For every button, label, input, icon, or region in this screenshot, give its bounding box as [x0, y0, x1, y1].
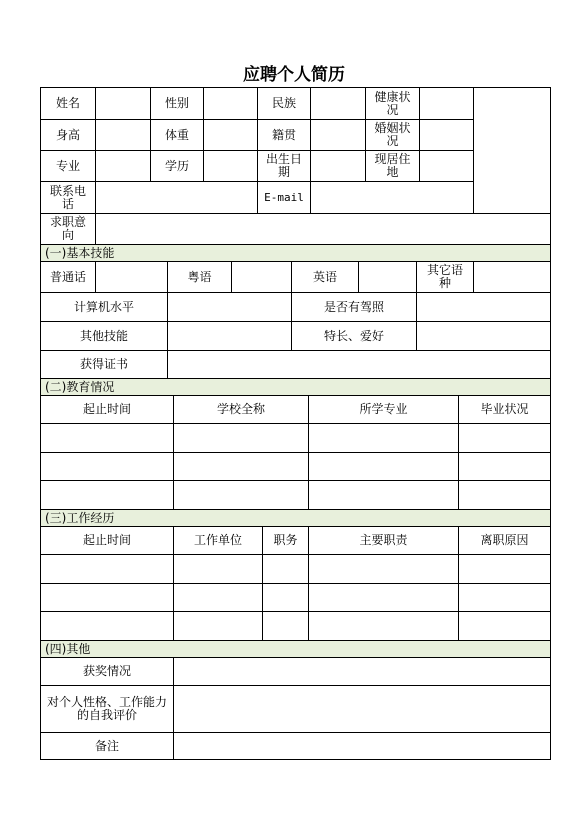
- edu-cell[interactable]: [41, 481, 174, 510]
- work-cell[interactable]: [459, 584, 550, 612]
- input-height[interactable]: [96, 120, 151, 151]
- label-height: 身高: [41, 120, 96, 151]
- work-cell[interactable]: [174, 612, 263, 641]
- section-education-header: (二)教育情况: [41, 379, 550, 396]
- input-name[interactable]: [96, 88, 151, 120]
- edu-cell[interactable]: [174, 424, 309, 453]
- label-cantonese: 粤语: [168, 262, 232, 293]
- label-mandarin: 普通话: [41, 262, 96, 293]
- input-computer[interactable]: [168, 293, 292, 322]
- work-cell[interactable]: [174, 584, 263, 612]
- edu-cell[interactable]: [459, 481, 550, 510]
- work-cell[interactable]: [263, 584, 309, 612]
- edu-cell[interactable]: [309, 481, 459, 510]
- work-cell[interactable]: [309, 612, 459, 641]
- input-remarks[interactable]: [174, 733, 550, 759]
- label-name: 姓名: [41, 88, 96, 120]
- work-cell[interactable]: [309, 584, 459, 612]
- work-cell[interactable]: [263, 612, 309, 641]
- edu-col-period: 起止时间: [41, 396, 174, 424]
- resume-form: [40, 87, 551, 760]
- label-english: 英语: [292, 262, 359, 293]
- edu-cell[interactable]: [174, 453, 309, 481]
- edu-cell[interactable]: [174, 481, 309, 510]
- label-health: 健康状况: [366, 88, 420, 120]
- input-other-language[interactable]: [474, 262, 550, 293]
- input-other-skills[interactable]: [168, 322, 292, 351]
- label-license: 是否有驾照: [292, 293, 417, 322]
- label-gender: 性别: [151, 88, 204, 120]
- input-awards[interactable]: [174, 658, 550, 686]
- input-job-intent[interactable]: [96, 214, 550, 245]
- work-col-duties: 主要职责: [309, 527, 459, 555]
- input-marital[interactable]: [420, 120, 474, 151]
- input-english[interactable]: [359, 262, 417, 293]
- input-certificates[interactable]: [168, 351, 550, 379]
- work-cell[interactable]: [174, 555, 263, 584]
- label-awards: 获奖情况: [41, 658, 174, 686]
- work-col-position: 职务: [263, 527, 309, 555]
- label-job-intent: 求职意向: [41, 214, 96, 245]
- label-certificates: 获得证书: [41, 351, 168, 379]
- input-specialty[interactable]: [417, 322, 550, 351]
- input-residence[interactable]: [420, 151, 474, 182]
- input-education[interactable]: [204, 151, 258, 182]
- section-skills-header: (一)基本技能: [41, 245, 550, 262]
- label-birthdate: 出生日期: [258, 151, 311, 182]
- input-self-evaluation[interactable]: [174, 686, 550, 733]
- photo-box[interactable]: [474, 88, 550, 214]
- input-contact[interactable]: [96, 182, 258, 214]
- label-origin: 籍贯: [258, 120, 311, 151]
- work-cell[interactable]: [309, 555, 459, 584]
- input-health[interactable]: [420, 88, 474, 120]
- label-remarks: 备注: [41, 733, 174, 759]
- input-license[interactable]: [417, 293, 550, 322]
- input-ethnicity[interactable]: [311, 88, 366, 120]
- edu-col-school: 学校全称: [174, 396, 309, 424]
- label-email: E-mail: [258, 182, 311, 214]
- section-other-header: (四)其他: [41, 641, 550, 658]
- label-education: 学历: [151, 151, 204, 182]
- edu-cell[interactable]: [459, 453, 550, 481]
- label-ethnicity: 民族: [258, 88, 311, 120]
- work-cell[interactable]: [41, 612, 174, 641]
- work-cell[interactable]: [263, 555, 309, 584]
- work-col-leave-reason: 离职原因: [459, 527, 550, 555]
- input-gender[interactable]: [204, 88, 258, 120]
- input-major[interactable]: [96, 151, 151, 182]
- label-major: 专业: [41, 151, 96, 182]
- edu-cell[interactable]: [459, 424, 550, 453]
- edu-cell[interactable]: [309, 424, 459, 453]
- edu-cell[interactable]: [41, 453, 174, 481]
- label-other-skills: 其他技能: [41, 322, 168, 351]
- edu-col-major: 所学专业: [309, 396, 459, 424]
- label-specialty: 特长、爱好: [292, 322, 417, 351]
- label-marital: 婚姻状况: [366, 120, 420, 151]
- input-cantonese[interactable]: [232, 262, 292, 293]
- label-self-evaluation: 对个人性格、工作能力的自我评价: [41, 686, 174, 733]
- work-col-employer: 工作单位: [174, 527, 263, 555]
- input-mandarin[interactable]: [96, 262, 168, 293]
- work-cell[interactable]: [459, 555, 550, 584]
- input-origin[interactable]: [311, 120, 366, 151]
- page-title: 应聘个人简历: [243, 65, 345, 85]
- edu-cell[interactable]: [309, 453, 459, 481]
- work-cell[interactable]: [41, 584, 174, 612]
- label-weight: 体重: [151, 120, 204, 151]
- work-cell[interactable]: [41, 555, 174, 584]
- label-other-language: 其它语种: [417, 262, 474, 293]
- edu-col-graduation: 毕业状况: [459, 396, 550, 424]
- work-cell[interactable]: [459, 612, 550, 641]
- input-weight[interactable]: [204, 120, 258, 151]
- edu-cell[interactable]: [41, 424, 174, 453]
- input-email[interactable]: [311, 182, 474, 214]
- label-residence: 现居住地: [366, 151, 420, 182]
- label-computer: 计算机水平: [41, 293, 168, 322]
- section-work-header: (三)工作经历: [41, 510, 550, 527]
- work-col-period: 起止时间: [41, 527, 174, 555]
- input-birthdate[interactable]: [311, 151, 366, 182]
- label-contact: 联系电话: [41, 182, 96, 214]
